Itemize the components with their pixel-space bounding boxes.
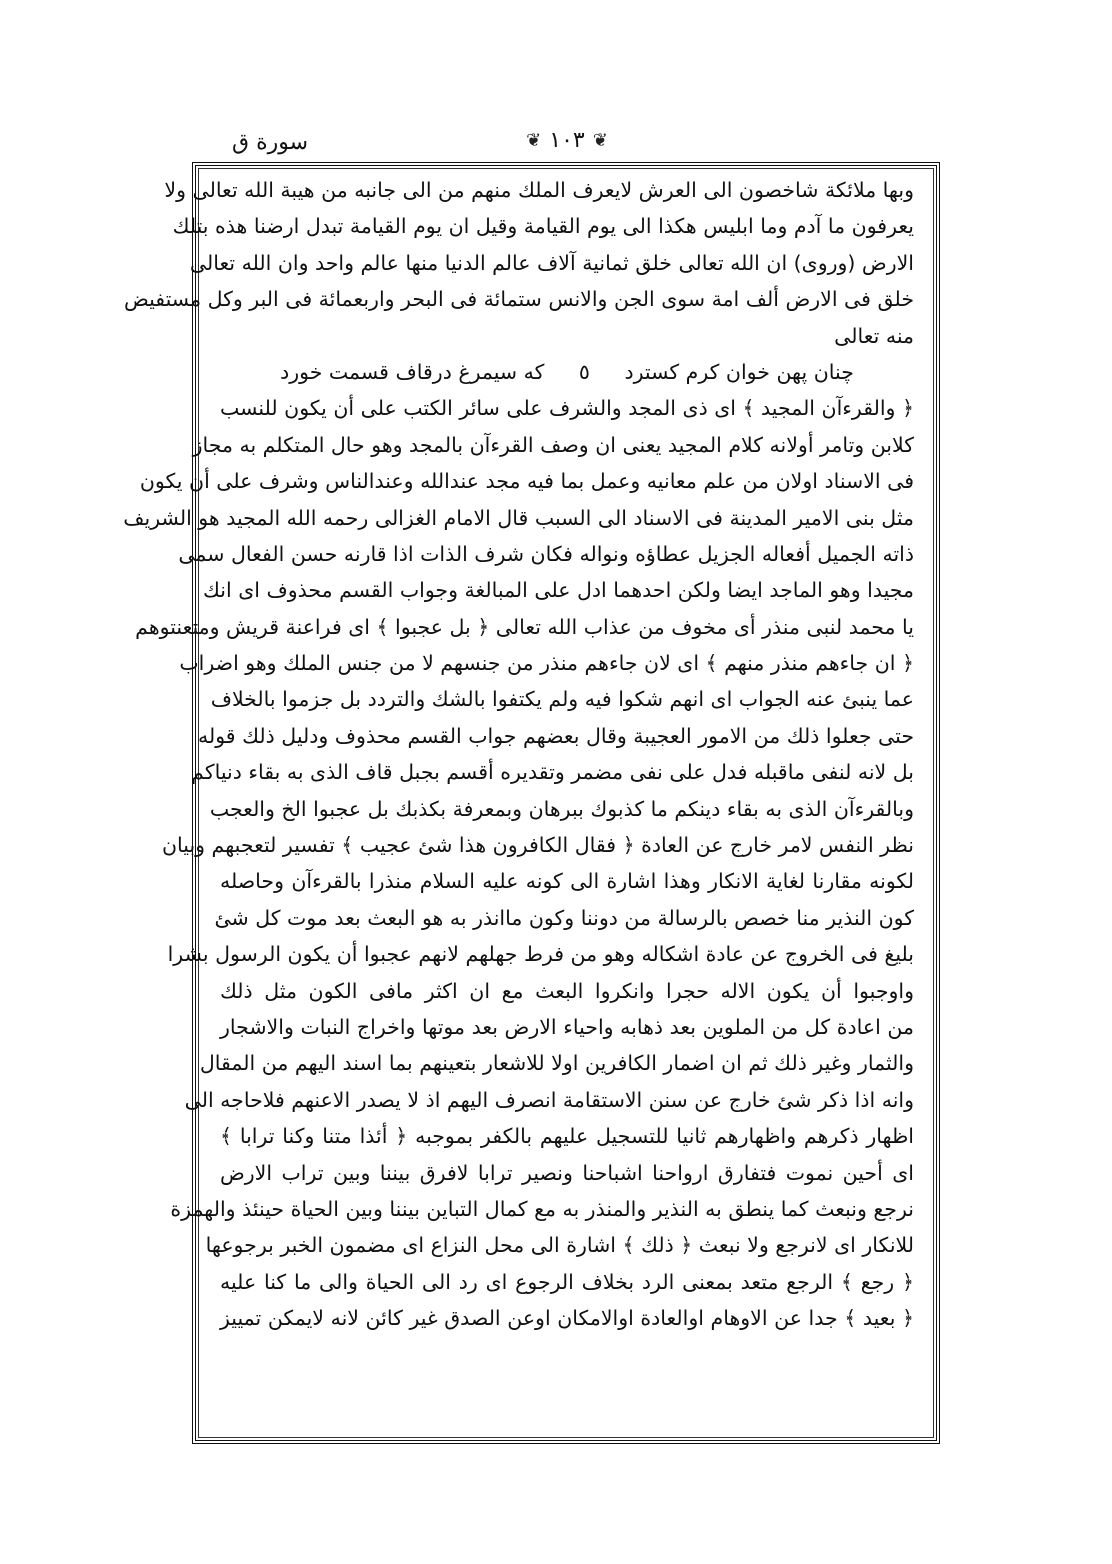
text-line: يا محمد لنبى منذر أى مخوف من عذاب الله تعالى ﴿ بل عجبوا ﴾ اى فراعنة قريش ومتعنتوهم <box>135 614 914 639</box>
text-line: من اعادة كل من الملوين بعد ذهابه واحياء الارض بعد موتها واخراج النبات والاشجار <box>220 1014 914 1039</box>
text-line: كلابن وتامر أولانه كلام المجيد يعنى ان وصف القرءآن بالمجد وهو حال المتكلم به مجاز <box>192 432 914 457</box>
text-line: ﴿ والقرءآن المجيد ﴾ اى ذى المجد والشرف على سائر الكتب على أن يكون للنسب <box>220 396 914 421</box>
text-line: وانه اذا ذكر شئ خارج عن سنن الاستقامة انصرف اليهم اذ لا يصدر الاعنهم فلاحاجه الى <box>184 1087 914 1112</box>
text-line: كون النذير منا خصص بالرسالة من دوننا وكون ماانذر به هو البعث بعد موت كل شئ <box>214 905 914 930</box>
poem-separator: ٥ <box>578 359 590 384</box>
text-line: الارض (وروى) ان الله تعالى خلق ثمانية آلاف عالم الدنيا منها عالم واحد وان الله تعالى <box>189 250 914 275</box>
text-line: مثل بنى الامير المدينة فى الاسناد الى السبب قال الامام الغزالى رحمه الله المجيد هو الشريف <box>123 505 914 530</box>
text-line: ذاته الجميل أفعاله الجزيل عطاؤه ونواله فكان شرف الذات اذا قارنه حسن الفعال سمى <box>178 541 914 566</box>
text-line: حتى جعلوا ذلك من الامور العجيبة وقال بعضهم جواب القسم محذوف ودليل ذلك قوله <box>197 723 914 748</box>
text-line: ﴿ رجع ﴾ الرجع متعد بمعنى الرد بخلاف الرجوع اى رد الى الحياة والى ما كنا عليه <box>220 1269 914 1294</box>
text-line: مجيدا وهو الماجد ايضا ولكن احدهما ادل على المبالغة وجواب القسم محذوف اى انك <box>203 578 914 603</box>
text-line: والثمار وغير ذلك ثم ان اضمار الكافرين اولا للاشعار بتعينهم بما اسند اليهم من المقال <box>199 1051 914 1076</box>
page-number: ١٠٣ <box>549 128 585 153</box>
text-line: اى أحين نموت فتفارق ارواحنا اشباحنا ونصير ترابا لافرق بيننا وبين تراب الارض <box>220 1160 914 1185</box>
text-line: خلق فى الارض ألف امة سوى الجن والانس ستمائة فى البحر واربعمائة فى البر وكل مستفيض <box>123 287 914 312</box>
poem-hemistich-1: چنان پهن خوان كرم كسترد <box>624 359 854 384</box>
text-line: بليغ فى الخروج عن عادة اشكاله وهو من فرط جهلهم لانهم عجبوا أن يكون الرسول بشرا <box>167 942 914 967</box>
text-line: لكونه مقارنا لغاية الانكار وهذا اشارة الى كونه عليه السلام منذرا بالقرءآن وحاصله <box>220 869 914 894</box>
text-line: نظر النفس لامر خارج عن العادة ﴿ فقال الكافرون هذا شئ عجيب ﴾ تفسير لتعجبهم وبيان <box>161 833 914 858</box>
body-text <box>123 172 914 1436</box>
page-header <box>196 124 938 164</box>
surah-title: سورة ق <box>232 130 309 155</box>
text-line: ﴿ بعيد ﴾ جدا عن الاوهام اوالعادة اوالامكان اوعن الصدق غير كائن لانه لايمكن تمييز <box>220 1306 914 1331</box>
ornament-left-icon: ❦ <box>526 130 542 151</box>
text-line: منه تعالى <box>834 323 914 348</box>
poem-verse <box>220 354 914 390</box>
text-line: ﴿ ان جاءهم منذر منهم ﴾ اى لان جاءهم منذر من جنسهم لا من جنس الملك وهو اضراب <box>179 651 914 676</box>
poem-hemistich-2: كه سيمرغ درقاف قسمت خورد <box>280 359 545 384</box>
text-frame <box>123 162 940 1444</box>
text-line: فى الاسناد اولان من علم معانيه وعمل بما فيه مجد عندالله وعندالناس وشرف على أن يكون <box>139 469 914 494</box>
text-line: بل لانه لنفى ماقبله فدل على نفى مضمر وتقديره أقسم بجبل قاف الذى به بقاء دنياكم <box>191 760 914 785</box>
ornament-right-icon: ❦ <box>592 130 608 151</box>
text-line: وبالقرءآن الذى به بقاء دينكم ما كذبوك ببرهان وبمعرفة بكذبك بل عجبوا الخ والعجب <box>209 796 914 821</box>
page-number-block <box>526 128 608 153</box>
text-line: عما ينبئ عنه الجواب اى انهم شكوا فيه ولم يكتفوا بالشك والتردد بل جزموا بالخلاف <box>210 687 914 712</box>
text-line: وبها ملائكة شاخصون الى العرش لايعرف الملك منهم من الى جانبه من هيبة الله تعالى ولا <box>164 178 914 202</box>
text-line: يعرفون ما آدم وما ابليس هكذا الى يوم القيامة وقيل ان يوم القيامة تبدل ارضنا هذه بتلك <box>172 214 914 239</box>
text-line: نرجع ونبعث كما ينطق به النذير والمنذر به مع كمال التباين بيننا وبين الحياة حينئذ والهمزة <box>170 1196 914 1221</box>
text-line: اظهار ذكرهم واظهارهم ثانيا للتسجيل عليهم بالكفر بموجبه ﴿ أئذا متنا وكنا ترابا ﴾ <box>220 1124 914 1149</box>
text-line: واوجبوا أن يكون الاله حجرا وانكروا البعث مع ان اكثر مافى الكون مثل ذلك <box>220 978 914 1003</box>
text-line: للانكار اى لانرجع ولا نبعث ﴿ ذلك ﴾ اشارة الى محل النزاع اى مضمون الخبر برجوعها <box>205 1233 914 1258</box>
